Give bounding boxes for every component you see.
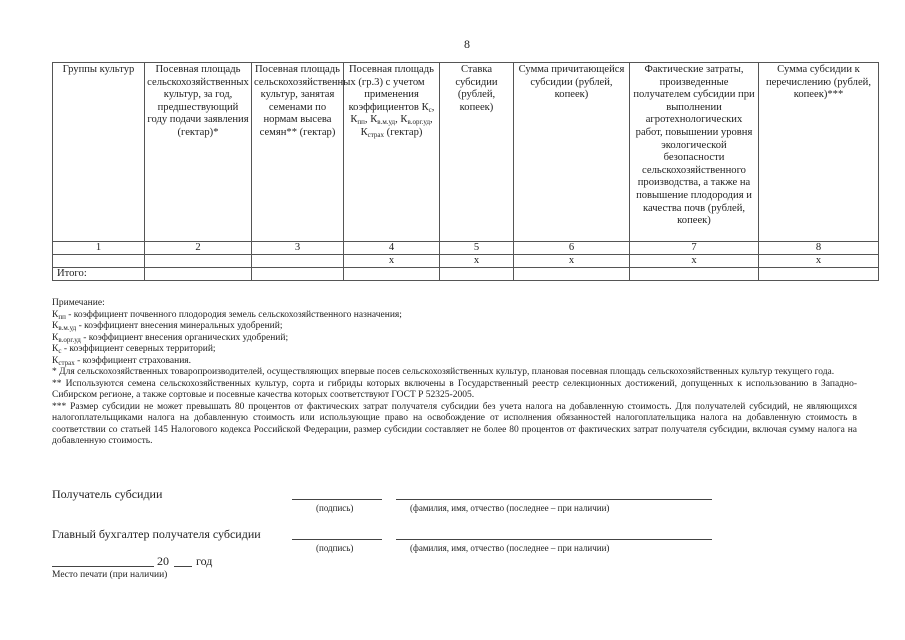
table-cell	[630, 268, 759, 281]
table-cell: х	[440, 255, 514, 268]
header-subsidy-rate: Ставка субсидии (рублей, копеек)	[440, 63, 514, 242]
column-number: 8	[759, 242, 879, 255]
coefficient-note: $К_{пп}$ - коэффициент почвенного плодородия земель сельскохозяйственного назначения;	[52, 309, 402, 321]
total-row	[53, 268, 879, 281]
header-subsidy-transfer: Сумма субсидии к перечислению (рублей, копеек)***	[759, 63, 879, 242]
recipient-name-caption: (фамилия, имя, отчество (последнее – при наличии)	[410, 503, 610, 513]
coefficient-note: $К_с$ - коэффициент северных территорий;	[52, 344, 216, 355]
recipient-signature-line	[292, 499, 382, 500]
date-year-line	[174, 566, 192, 567]
total-label: Итого:	[53, 268, 145, 281]
accountant-name-caption: (фамилия, имя, отчество (последнее – при наличии)	[410, 543, 610, 553]
table-cell	[440, 268, 514, 281]
header-crop-groups: Группы культур	[53, 63, 145, 242]
coefficient-note: $К_{в.орг.уд}$ - коэффициент внесения органических удобрений;	[52, 332, 289, 344]
coefficient-note: $К_{в.м.уд}$ - коэффициент внесения минеральных удобрений;	[52, 321, 283, 332]
table-cell	[344, 268, 440, 281]
coefficient-note: $К_{страх}$ - коэффициент страхования.	[52, 355, 192, 367]
column-number: 4	[344, 242, 440, 255]
notes-title: Примечание:	[52, 298, 105, 308]
table-cell	[53, 255, 145, 268]
column-number-row	[53, 242, 879, 255]
table-cell	[145, 255, 252, 268]
table-cell	[759, 268, 879, 281]
table-cell: х	[759, 255, 879, 268]
table-cell: х	[630, 255, 759, 268]
recipient-signature-caption: (подпись)	[316, 503, 354, 513]
table-header-row	[53, 63, 879, 242]
column-number: 3	[252, 242, 344, 255]
recipient-name-line	[396, 499, 712, 500]
date-year-suffix: год	[196, 554, 213, 568]
header-sown-area-seeds: Посевная площадь сельскохозяйственных культур, занятая семенами по нормам высева семян** (гектар)	[252, 63, 344, 242]
column-number: 7	[630, 242, 759, 255]
header-sown-area-prev-year: Посевная площадь сельскохозяйственных культур, за год, предшествующий году подачи заявления (гектар)*	[145, 63, 252, 242]
stamp-label: Место печати (при наличии)	[52, 570, 168, 580]
footnote-1: * Для сельскохозяйственных товаропроизводителей, осуществляющих впервые посев сельскохозяйственных культур, плановая посевная площадь сельскохозяйственных культур текущего года.	[52, 367, 835, 377]
table-cell: х	[514, 255, 630, 268]
recipient-label: Получатель субсидии	[52, 487, 163, 501]
header-area-with-coefficients: Посевная площадь (гр.3) с учетом применения коэффициентов $К_с$, $К_{пп}$, $К_{в.м.уд}$, $К_{в.орг.уд}$, $К_{страх}$ (гектар)	[344, 63, 440, 242]
table-cell	[145, 268, 252, 281]
page-number: 8	[464, 37, 470, 51]
subsidy-table	[52, 62, 879, 281]
column-number: 6	[514, 242, 630, 255]
footnote-2: ** Используются семена сельскохозяйственных культур, сорта и гибриды которых включены в Государственный реестр селекционных достижений, допущенных к использованию в Западно-Сибирском регионе, а также сортовые и посевные качества которых соответствуют ГОСТ Р 52325-2005.	[52, 378, 857, 400]
table-cell	[252, 255, 344, 268]
column-number: 2	[145, 242, 252, 255]
header-subsidy-due: Сумма причитающейся субсидии (рублей, копеек)	[514, 63, 630, 242]
accountant-name-line	[396, 539, 712, 540]
table-cell	[252, 268, 344, 281]
footnote-3: *** Размер субсидии не может превышать 80 процентов от фактических затрат получателя субсидии без учета налога на добавленную стоимость. Для получателей субсидий, не являющихся налогоплательщиками налога на добавленную стоимость или использующие право на освобождение от исполнения обязанностей налогоплательщика налога на добавленную стоимость в соответствии со статьей 145 Налогового кодекса Российской Федерации, размер субсидии составляет не более 80 процентов от фактических затрат получателя субсидии, включая сумму налога на добавленную стоимость.	[52, 401, 857, 446]
date-line	[52, 566, 154, 567]
column-number: 1	[53, 242, 145, 255]
table-cell	[514, 268, 630, 281]
date-year-prefix: 20	[157, 554, 169, 568]
accountant-signature-caption: (подпись)	[316, 543, 354, 553]
table-row	[53, 255, 879, 268]
column-number: 5	[440, 242, 514, 255]
accountant-signature-line	[292, 539, 382, 540]
accountant-label: Главный бухгалтер получателя субсидии	[52, 527, 261, 541]
table-cell: х	[344, 255, 440, 268]
header-actual-costs: Фактические затраты, произведенные получателем субсидии при выполнении агротехнологических работ, повышении уровня экологической безопасности сельскохозяйственного производства, а также на повышение плодородия и качества почв (рублей, копеек)	[630, 63, 759, 242]
notes-block	[52, 298, 857, 448]
